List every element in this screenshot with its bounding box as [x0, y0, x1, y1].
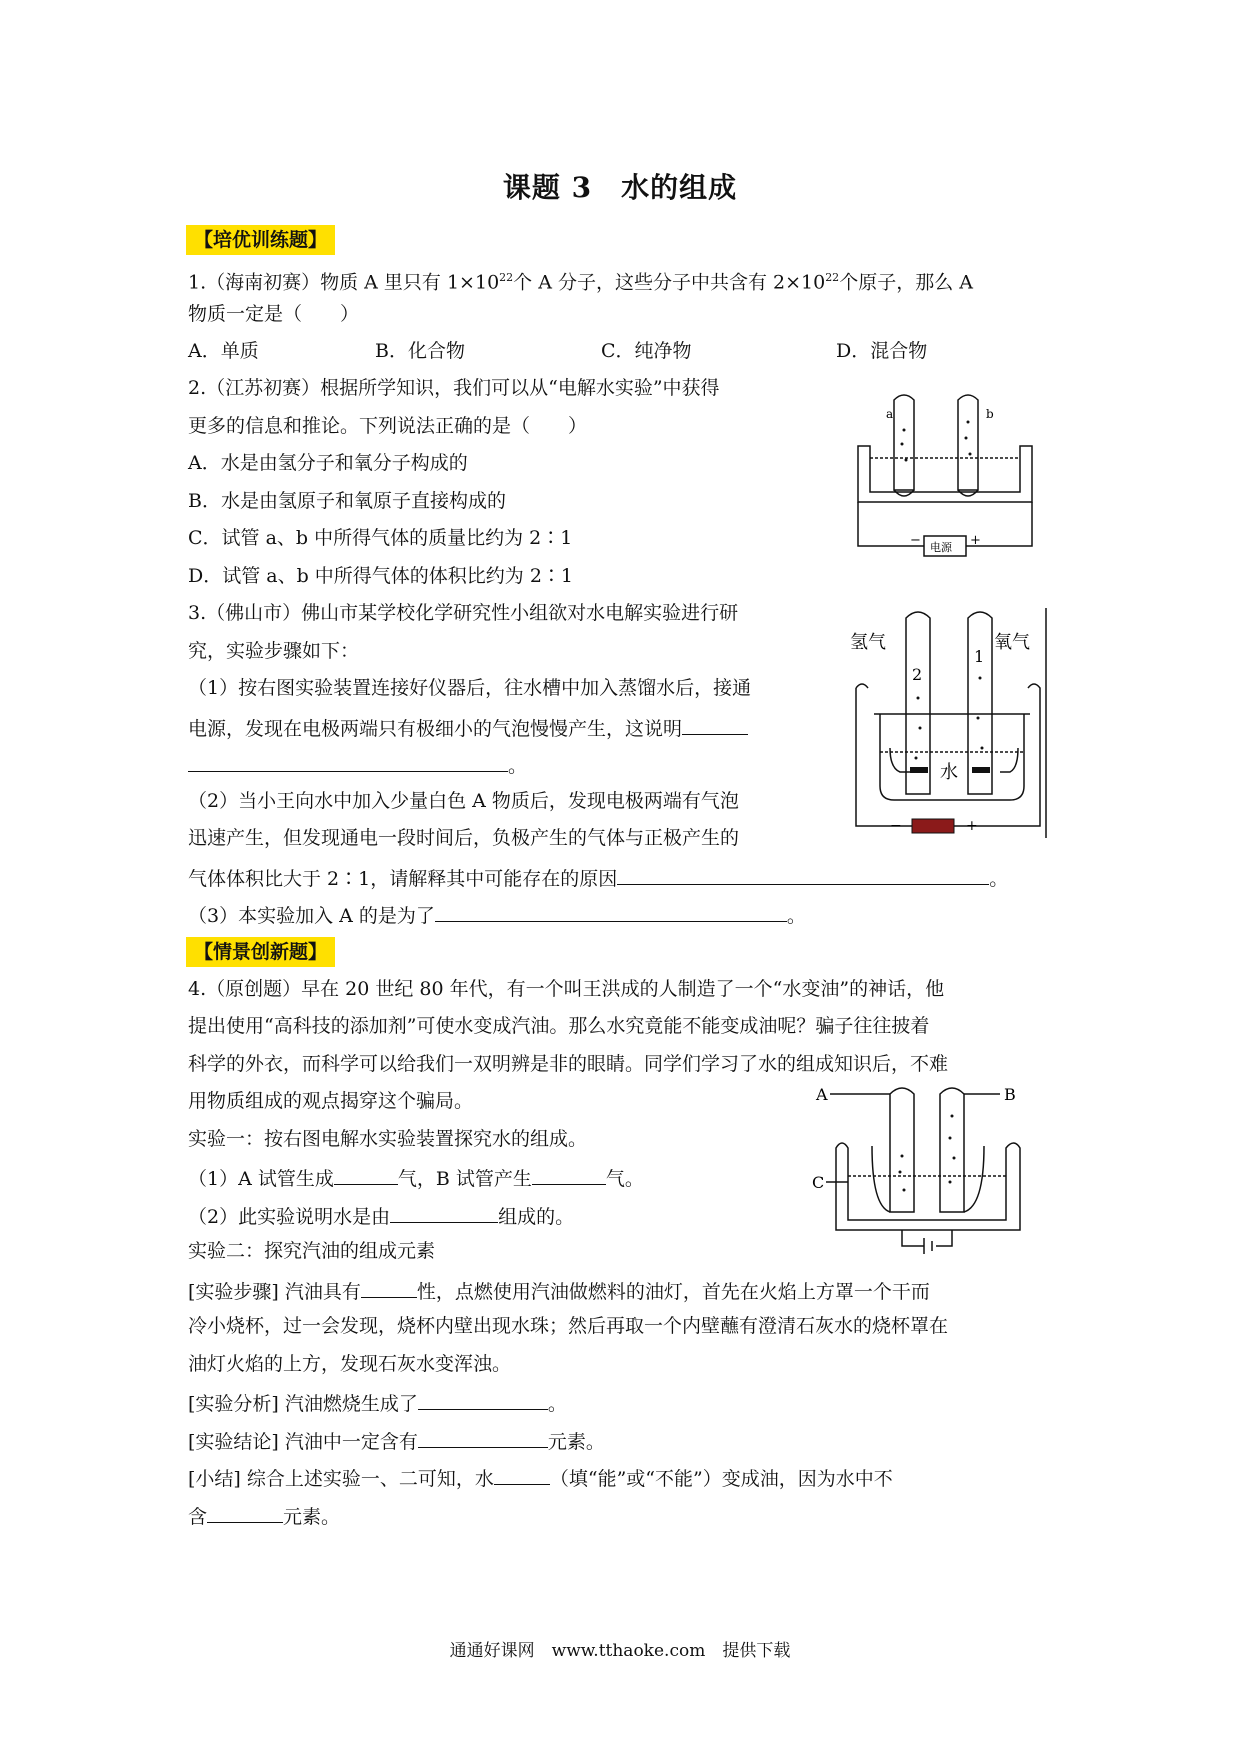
- option-b: B．化合物: [375, 340, 465, 362]
- power-source-label: 电源: [930, 541, 952, 554]
- question-3-part2-3: 气体体积比大于 2∶1，请解释其中可能存在的原因 。: [188, 864, 1008, 891]
- tube-label-A: A: [816, 1086, 828, 1104]
- answer-blank[interactable]: [418, 1389, 548, 1410]
- question-3-text: 3.（佛山市）佛山市某学校化学研究性小组欲对水电解实验进行研: [188, 602, 739, 624]
- experiment-steps: [实验步骤] 汽油具有 性，点燃使用汽油做燃料的油灯，首先在火焰上方罩一个干而: [188, 1277, 930, 1304]
- question-3-part1-3: 。: [188, 751, 527, 778]
- hydrogen-label: 氢气: [850, 632, 886, 653]
- question-2-option-b: B．水是由氢原子和氧原子直接构成的: [188, 490, 506, 512]
- experiment-2-heading: 实验二：探究汽油的组成元素: [188, 1240, 436, 1262]
- answer-blank[interactable]: [617, 864, 989, 885]
- question-3-text-2: 究，实验步骤如下：: [188, 640, 360, 662]
- minus-sign: −: [910, 533, 921, 548]
- answer-blank[interactable]: [390, 1202, 498, 1223]
- option-a: A．单质: [188, 340, 259, 362]
- water-label: 水: [940, 762, 958, 783]
- question-2-option-a: A．水是由氢分子和氧分子构成的: [188, 452, 468, 474]
- answer-blank[interactable]: [188, 751, 508, 772]
- question-2-option-d: D．试管 a、b 中所得气体的体积比约为 2∶1: [188, 565, 574, 587]
- question-4-text-4: 用物质组成的观点揭穿这个骗局。: [188, 1090, 474, 1112]
- section-label-innovation: 【情景创新题】: [186, 937, 335, 967]
- question-4-text-2: 提出使用“高科技的添加剂”可使水变成汽油。那么水究竟能不能变成油呢？骗子往往披着: [188, 1015, 930, 1037]
- question-3-part1: （1）按右图实验装置连接好仪器后，往水槽中加入蒸馏水后，接通: [188, 677, 752, 699]
- question-2-text-2: 更多的信息和推论。下列说法正确的是（ ）: [188, 415, 588, 437]
- experiment-analysis: [实验分析] 汽油燃烧生成了 。: [188, 1389, 567, 1416]
- experiment-summary-2: 含 元素。: [188, 1502, 340, 1529]
- container-label-C: C: [812, 1173, 825, 1192]
- experiment-summary: [小结] 综合上述实验一、二可知，水 （填“能”或“不能”）变成油，因为水中不: [188, 1464, 893, 1491]
- option-d: D．混合物: [836, 340, 928, 362]
- answer-blank[interactable]: [435, 901, 787, 922]
- page-title: 课题 3 水的组成: [502, 171, 738, 204]
- oxygen-label: 氧气: [994, 632, 1030, 653]
- option-c: C．纯净物: [601, 340, 692, 362]
- question-3-part2: （2）当小王向水中加入少量白色 A 物质后，发现电极两端有气泡: [188, 790, 739, 812]
- experiment-1-q1: （1）A 试管生成 气，B 试管产生 气。: [188, 1164, 644, 1191]
- question-2-option-c: C．试管 a、b 中所得气体的质量比约为 2∶1: [188, 527, 573, 549]
- experiment-steps-3: 油灯火焰的上方，发现石灰水变浑浊。: [188, 1353, 512, 1375]
- question-4-text-3: 科学的外衣，而科学可以给我们一双明辨是非的眼睛。同学们学习了水的组成知识后，不难: [188, 1053, 949, 1075]
- answer-blank[interactable]: [207, 1502, 283, 1523]
- electrolysis-diagram-1: [850, 392, 1040, 564]
- footer-credit: 通通好课网 www.tthaoke.com 提供下载: [449, 1641, 791, 1661]
- question-3-part3: （3）本实验加入 A 的是为了 。: [188, 901, 806, 928]
- tube-label-B: B: [1004, 1086, 1016, 1104]
- minus-sign: −: [890, 818, 902, 834]
- tube-label-b: b: [986, 407, 994, 421]
- question-4-text: 4.（原创题）早在 20 世纪 80 年代，有一个叫王洪成的人制造了一个“水变油”的神话，他: [188, 978, 945, 1000]
- experiment-1-heading: 实验一：按右图电解水实验装置探究水的组成。: [188, 1128, 588, 1150]
- electrolysis-diagram-2: [850, 608, 1050, 842]
- answer-blank[interactable]: [682, 714, 748, 735]
- answer-blank[interactable]: [418, 1427, 548, 1448]
- experiment-steps-2: 冷小烧杯，过一会发现，烧杯内壁出现水珠；然后再取一个内壁蘸有澄清石灰水的烧杯罩在: [188, 1315, 949, 1337]
- answer-blank[interactable]: [532, 1164, 606, 1185]
- plus-sign: +: [966, 818, 978, 834]
- electrolysis-diagram-3: [812, 1086, 1032, 1256]
- question-3-part1-2: 电源，发现在电极两端只有极细小的气泡慢慢产生，这说明: [188, 714, 748, 741]
- experiment-1-q2: （2）此实验说明水是由 组成的。: [188, 1202, 574, 1229]
- plus-sign: +: [970, 533, 981, 548]
- question-3-part2-2: 迅速产生，但发现通电一段时间后，负极产生的气体与正极产生的: [188, 827, 740, 849]
- section-label-advanced: 【培优训练题】: [186, 225, 335, 255]
- tube-number-1: 1: [974, 647, 985, 666]
- question-2-text: 2.（江苏初赛）根据所学知识，我们可以从“电解水实验”中获得: [188, 377, 720, 399]
- question-1-text: 1.（海南初赛）物质 A 里只有 $1\times 10^{22}$个 A 分子，这些分子中共含有 $2\times 10^{22}$个原子，那么 A: [188, 271, 973, 294]
- tube-number-2: 2: [912, 665, 923, 684]
- tube-label-a: a: [886, 407, 894, 421]
- answer-blank[interactable]: [334, 1164, 398, 1185]
- answer-blank[interactable]: [361, 1277, 417, 1298]
- experiment-conclusion: [实验结论] 汽油中一定含有 元素。: [188, 1427, 605, 1454]
- answer-blank[interactable]: [494, 1464, 550, 1485]
- question-1-text-2: 物质一定是（ ）: [188, 303, 360, 325]
